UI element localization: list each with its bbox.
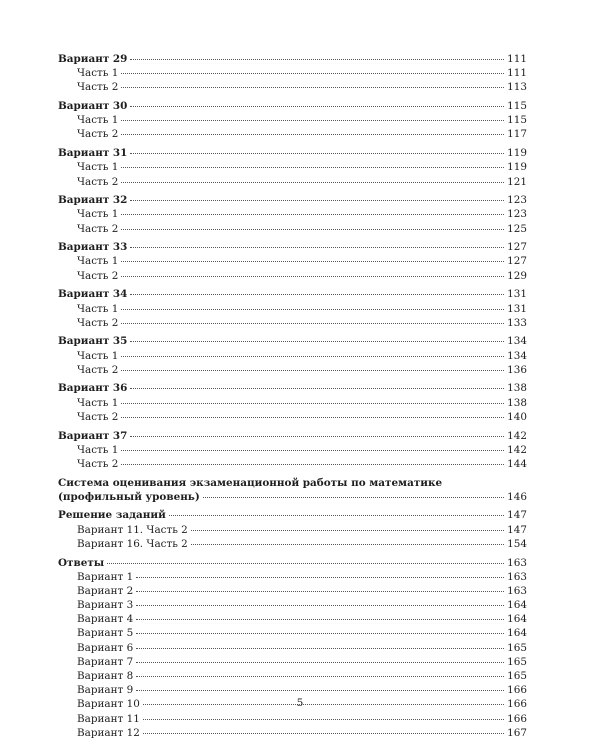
variant-entry[interactable] — [58, 52, 527, 66]
variant-entry-page: 115 — [507, 100, 527, 113]
part-entry[interactable] — [58, 254, 527, 268]
solution-entry-page: 147 — [507, 523, 527, 536]
part-entry-label: Часть 2 — [77, 222, 119, 235]
solution-entry-label: Вариант 11. Часть 2 — [77, 523, 188, 536]
table-of-contents — [58, 52, 527, 744]
variant-section — [58, 193, 527, 236]
dot-leader — [121, 87, 504, 88]
variant-entry-page: 131 — [507, 288, 527, 301]
grading-entry[interactable] — [58, 490, 527, 504]
part-entry[interactable] — [58, 160, 527, 174]
answer-entry-page: 165 — [507, 670, 527, 682]
variants-list — [58, 52, 527, 471]
part-entry-page: 115 — [507, 114, 527, 127]
dot-leader — [121, 370, 504, 371]
part-entry-page: 142 — [507, 443, 527, 456]
variant-entry-label: Вариант 32 — [58, 194, 128, 207]
answer-entry-page: 166 — [507, 698, 527, 711]
part-entry[interactable] — [58, 127, 527, 141]
part-entry-page: 140 — [507, 410, 527, 423]
dot-leader — [136, 605, 504, 606]
dot-leader — [130, 247, 504, 248]
part-entry-label: Часть 1 — [77, 349, 119, 362]
part-entry-page: 125 — [507, 222, 527, 235]
dot-leader — [130, 388, 504, 389]
dot-leader — [121, 276, 504, 277]
variant-entry-page: 123 — [507, 194, 527, 207]
variant-entry[interactable] — [58, 429, 527, 443]
part-entry-page: 113 — [507, 81, 527, 94]
variant-entry-page: 119 — [507, 147, 527, 160]
part-entry-label: Часть 2 — [77, 269, 119, 282]
variant-entry-page: 111 — [507, 53, 527, 65]
grading-title-line2: (профильный уровень) — [58, 490, 200, 503]
part-entry-label: Часть 1 — [77, 114, 119, 127]
answers-page: 163 — [507, 556, 527, 569]
answer-entry-label: Вариант 9 — [77, 684, 134, 697]
dot-leader — [130, 200, 504, 201]
part-entry-page: 117 — [507, 128, 527, 141]
answer-entry-page: 165 — [507, 641, 527, 654]
solution-entry-page: 154 — [507, 537, 527, 550]
solutions-entry[interactable] — [58, 508, 527, 522]
solutions-section — [58, 508, 527, 551]
dot-leader — [121, 323, 504, 324]
part-entry[interactable] — [58, 349, 527, 363]
part-entry[interactable] — [58, 363, 527, 377]
dot-leader — [136, 619, 504, 620]
dot-leader — [130, 436, 504, 437]
dot-leader — [121, 134, 504, 135]
grading-section — [58, 476, 527, 504]
answer-entry-label: Вариант 1 — [77, 570, 134, 583]
part-entry-label: Часть 2 — [77, 363, 119, 376]
part-entry-label: Часть 1 — [77, 67, 119, 80]
part-entry-page: 134 — [507, 349, 527, 362]
variant-entry-page: 127 — [507, 241, 527, 254]
dot-leader — [121, 229, 504, 230]
solutions-items — [58, 523, 527, 551]
dot-leader — [191, 544, 504, 545]
answer-entry[interactable] — [58, 712, 527, 726]
part-entry-page: 144 — [507, 457, 527, 470]
part-entry[interactable] — [58, 66, 527, 80]
dot-leader — [121, 450, 504, 451]
part-entry[interactable] — [58, 443, 527, 457]
variant-section — [58, 99, 527, 142]
dot-leader — [121, 356, 504, 357]
answer-entry-label: Вариант 4 — [77, 613, 134, 626]
part-entry[interactable] — [58, 396, 527, 410]
variant-entry[interactable] — [58, 287, 527, 301]
variant-entry-label: Вариант 33 — [58, 241, 128, 254]
part-entry[interactable] — [58, 80, 527, 94]
answer-entry[interactable] — [58, 612, 527, 626]
part-entry-label: Часть 1 — [77, 302, 119, 315]
answer-entry-page: 165 — [507, 655, 527, 668]
answer-entry-page: 163 — [507, 570, 527, 583]
solution-entry[interactable] — [58, 537, 527, 551]
part-entry-page: 138 — [507, 396, 527, 409]
dot-leader — [121, 73, 504, 74]
part-entry-page: 133 — [507, 316, 527, 329]
part-entry-page: 129 — [507, 269, 527, 282]
variant-section — [58, 381, 527, 424]
dot-leader — [121, 182, 504, 183]
part-entry-page: 119 — [507, 161, 527, 174]
part-entry[interactable] — [58, 207, 527, 221]
answers-items — [58, 570, 527, 740]
answer-entry[interactable] — [58, 626, 527, 640]
part-entry-page: 111 — [507, 67, 527, 80]
dot-leader — [136, 633, 504, 634]
answer-entry[interactable] — [58, 584, 527, 598]
answer-entry-page: 167 — [507, 726, 527, 739]
answer-entry-label: Вариант 12 — [77, 726, 140, 739]
part-entry-label: Часть 1 — [77, 396, 119, 409]
dot-leader — [136, 577, 504, 578]
dot-leader — [130, 294, 504, 295]
part-entry[interactable] — [58, 457, 527, 471]
variant-entry-label: Вариант 31 — [58, 147, 128, 160]
answer-entry-label: Вариант 2 — [77, 584, 134, 597]
dot-leader — [130, 153, 504, 154]
variant-entry[interactable] — [58, 99, 527, 113]
answer-entry[interactable] — [58, 683, 527, 697]
variant-entry-label: Вариант 29 — [58, 53, 128, 65]
part-entry-label: Часть 2 — [77, 128, 119, 141]
answer-entry-label: Вариант 6 — [77, 641, 134, 654]
variant-entry[interactable] — [58, 334, 527, 348]
variant-entry-label: Вариант 37 — [58, 429, 128, 442]
variant-entry[interactable] — [58, 146, 527, 160]
variant-section — [58, 146, 527, 189]
part-entry-label: Часть 2 — [77, 316, 119, 329]
dot-leader — [121, 214, 504, 215]
dot-leader — [107, 563, 504, 564]
dot-leader — [203, 497, 504, 498]
dot-leader — [136, 690, 504, 691]
answer-entry[interactable] — [58, 669, 527, 683]
dot-leader — [121, 120, 504, 121]
part-entry-page: 136 — [507, 363, 527, 376]
answer-entry-page: 166 — [507, 712, 527, 725]
answer-entry[interactable] — [58, 598, 527, 612]
answer-entry-label: Вариант 3 — [77, 599, 134, 612]
answer-entry-label: Вариант 11 — [77, 712, 140, 725]
part-entry[interactable] — [58, 410, 527, 424]
answer-entry[interactable] — [58, 655, 527, 669]
variant-entry-label: Вариант 34 — [58, 288, 128, 301]
part-entry[interactable] — [58, 175, 527, 189]
dot-leader — [191, 530, 504, 531]
variant-entry-page: 134 — [507, 335, 527, 348]
variant-entry[interactable] — [58, 240, 527, 254]
dot-leader — [121, 464, 504, 465]
dot-leader — [136, 591, 504, 592]
dot-leader — [143, 733, 504, 734]
grading-page: 146 — [507, 490, 527, 503]
solution-entry-label: Вариант 16. Часть 2 — [77, 537, 188, 550]
variant-entry[interactable] — [58, 381, 527, 395]
dot-leader — [130, 341, 504, 342]
dot-leader — [169, 515, 504, 516]
part-entry-label: Часть 1 — [77, 443, 119, 456]
part-entry-label: Часть 1 — [77, 161, 119, 174]
page-number: 5 — [296, 697, 304, 709]
dot-leader — [121, 309, 504, 310]
solution-entry[interactable] — [58, 523, 527, 537]
part-entry[interactable] — [58, 222, 527, 236]
grading-title-line1: Система оценивания экзаменационной работы по математике — [58, 476, 443, 489]
dot-leader — [136, 676, 504, 677]
part-entry-page: 127 — [507, 255, 527, 268]
part-entry[interactable] — [58, 269, 527, 283]
dot-leader — [121, 403, 504, 404]
variant-entry-page: 138 — [507, 382, 527, 395]
solutions-page: 147 — [507, 509, 527, 522]
answer-entry[interactable] — [58, 570, 527, 584]
dot-leader — [121, 167, 504, 168]
variant-entry-label: Вариант 30 — [58, 100, 128, 113]
part-entry-page: 123 — [507, 208, 527, 221]
part-entry-page: 131 — [507, 302, 527, 315]
answer-entry-label: Вариант 7 — [77, 655, 134, 668]
part-entry[interactable] — [58, 113, 527, 127]
part-entry-label: Часть 1 — [77, 208, 119, 221]
answer-entry-page: 164 — [507, 613, 527, 626]
part-entry-label: Часть 2 — [77, 81, 119, 94]
variant-entry-label: Вариант 35 — [58, 335, 128, 348]
dot-leader — [121, 417, 504, 418]
dot-leader — [136, 662, 504, 663]
part-entry-label: Часть 1 — [77, 255, 119, 268]
answers-entry[interactable] — [58, 556, 527, 570]
dot-leader — [136, 648, 504, 649]
variant-section — [58, 287, 527, 330]
part-entry[interactable] — [58, 316, 527, 330]
part-entry-label: Часть 2 — [77, 457, 119, 470]
answer-entry[interactable] — [58, 726, 527, 740]
dot-leader — [121, 261, 504, 262]
part-entry-page: 121 — [507, 175, 527, 188]
answer-entry-page: 164 — [507, 627, 527, 640]
variant-entry-label: Вариант 36 — [58, 382, 128, 395]
part-entry-label: Часть 2 — [77, 175, 119, 188]
answer-entry-page: 164 — [507, 599, 527, 612]
dot-leader — [130, 106, 504, 107]
variant-section — [58, 334, 527, 377]
answers-section — [58, 556, 527, 740]
dot-leader — [130, 59, 504, 60]
variant-entry-page: 142 — [507, 429, 527, 442]
answers-title: Ответы — [58, 556, 105, 569]
variant-entry[interactable] — [58, 193, 527, 207]
variant-section — [58, 429, 527, 472]
dot-leader — [143, 719, 504, 720]
solutions-title: Решение заданий — [58, 509, 166, 522]
answer-entry-label: Вариант 10 — [77, 698, 140, 711]
answer-entry-page: 163 — [507, 584, 527, 597]
answer-entry-label: Вариант 5 — [77, 627, 134, 640]
answer-entry-page: 166 — [507, 684, 527, 697]
answer-entry-label: Вариант 8 — [77, 670, 134, 682]
part-entry[interactable] — [58, 302, 527, 316]
variant-section — [58, 240, 527, 283]
variant-section — [58, 52, 527, 95]
part-entry-label: Часть 2 — [77, 410, 119, 423]
answer-entry[interactable] — [58, 641, 527, 655]
